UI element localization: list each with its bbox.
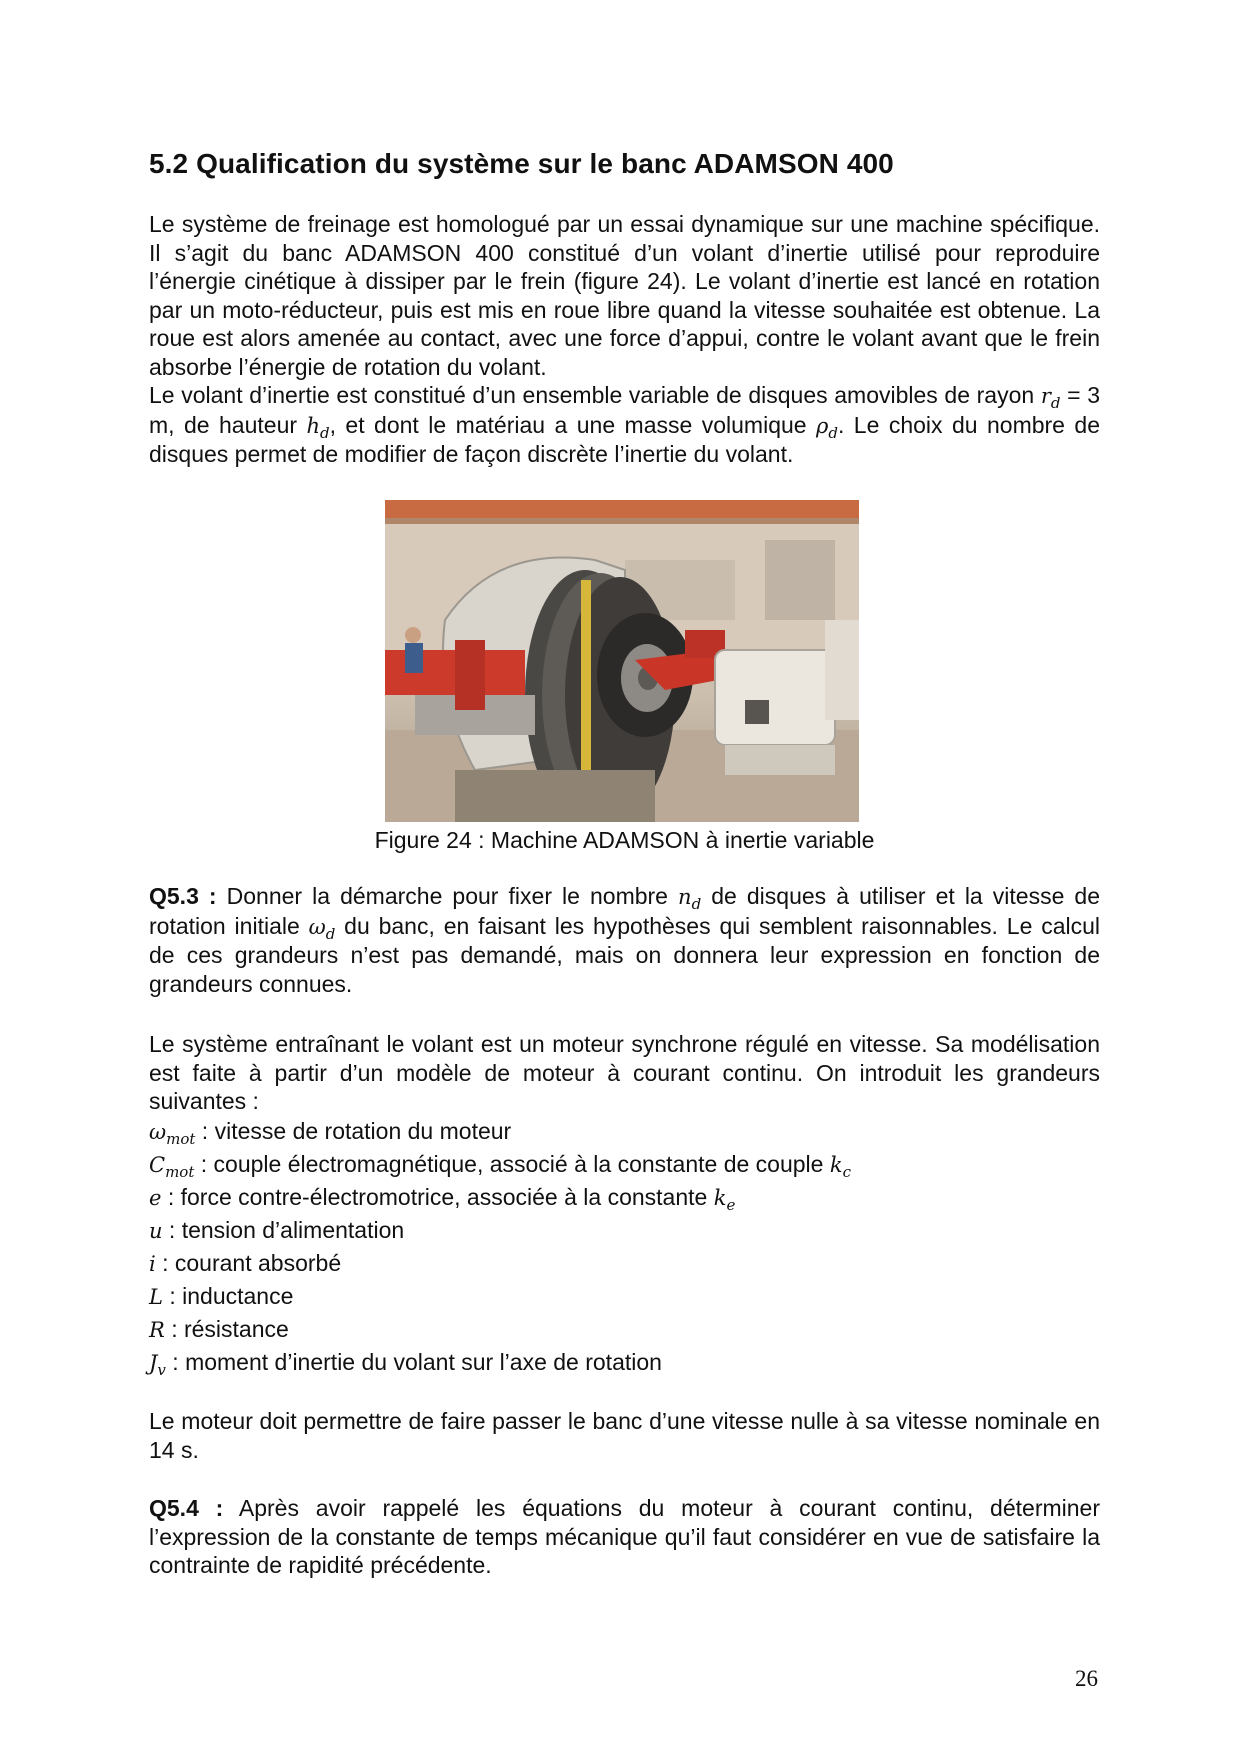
variable-r: R : résistance	[149, 1316, 289, 1342]
motor-constraint	[149, 1407, 1100, 1464]
variable-j-v: $J_v$ : moment d’inertie du volant sur l’axe de rotation	[149, 1349, 662, 1379]
math-rho-d: $\rho_d$	[816, 413, 838, 442]
motor-variable-list	[149, 1115, 1100, 1379]
question-5-4: Q5.4 : Après avoir rappelé les équations du moteur à courant continu, déterminer l’expression de la constante de temps mécanique qu’il faut considérer en vue de satisfaire la contrainte de rapidité précédente.	[149, 1495, 1100, 1578]
math-n-d: $n_d$	[678, 885, 702, 913]
section-title: 5.2 Qualification du système sur le banc ADAMSON 400	[149, 148, 894, 179]
intro-section	[149, 210, 1100, 469]
variable-i: i : courant absorbé	[149, 1250, 342, 1276]
intro-p2-text-a: Le volant d’inertie est constitué d’un ensemble variable de disques amovibles de rayon	[149, 382, 1035, 408]
intro-paragraph-2	[149, 381, 1100, 469]
ceiling-beam	[385, 500, 859, 518]
question-5-3: Q5.3 : Donner la démarche pour fixer le nombre $n_d$ de disques à utiliser et la vitesse de rotation initiale $\omega_d$ du banc, en faisant les hypothèses qui semblent raisonnables. Le calcul de ces grandeurs n’est pas demandé, mais on donnera leur expression en fonction de grandeurs connues.	[149, 883, 1101, 997]
operator-figure	[405, 627, 421, 643]
variable-l: L : inductance	[149, 1283, 294, 1309]
intro-p2-text-b: , et dont le matériau a une masse volumique	[329, 411, 817, 438]
yellow-band	[581, 580, 591, 800]
math-h-d: $h_d$	[306, 413, 330, 442]
intro-p2-text-c: . Le choix du nombre de disques permet de modifier de façon discrète l’inertie du volant.	[149, 411, 1100, 467]
figure-caption: Figure 24 : Machine ADAMSON à inertie variable	[374, 827, 875, 853]
math-omega-d: $\omega_d$	[308, 914, 336, 943]
intro-p2-radius-value: = 3 m, de hauteur	[149, 382, 1100, 438]
machine-photo-illustration	[385, 500, 859, 822]
motor-constraint-paragraph: Le moteur doit permettre de faire passer le banc d’une vitesse nulle à sa vitesse nominale en 14 s.	[149, 1408, 1100, 1463]
math-r-d: $r_d$	[1040, 384, 1061, 412]
page-number: 26	[1075, 1666, 1098, 1691]
variable-e: e : force contre-électromotrice, associée à la constante $k_e$	[149, 1184, 736, 1214]
variable-omega-mot: $\omega_{mot}$ : vitesse de rotation du moteur	[149, 1118, 512, 1148]
variable-u: u : tension d’alimentation	[149, 1217, 405, 1243]
drive-motor-housing	[715, 650, 835, 745]
variable-c-mot: $C_{mot}$ : couple électromagnétique, associé à la constante de couple $k_c$	[149, 1151, 851, 1181]
figure-adamson-machine-photo	[385, 500, 859, 822]
motor-intro	[149, 1030, 1100, 1116]
question-label: Q5.3 :	[149, 883, 217, 909]
intro-paragraph-1: Le système de freinage est homologué par un essai dynamique sur une machine spécifique. Il s’agit du banc ADAMSON 400 constitué d’un volant d’inertie utilisé pour reproduire l’énergie cinétique à dissiper par le frein (figure 24). Le volant d’inertie est lancé en rotation par un moto-réducteur, puis est mis en roue libre quand la vitesse souhaitée est obtenue. La roue est alors amenée au contact, avec une force d’appui, contre le volant avant que le frein absorbe l’énergie de rotation du volant.	[149, 211, 1100, 380]
motor-intro-paragraph: Le système entraînant le volant est un moteur synchrone régulé en vitesse. Sa modélisation est faite à partir d’un modèle de moteur à courant continu. On introduit les grandeurs suivantes :	[149, 1031, 1100, 1114]
question-label: Q5.4 :	[149, 1495, 224, 1521]
